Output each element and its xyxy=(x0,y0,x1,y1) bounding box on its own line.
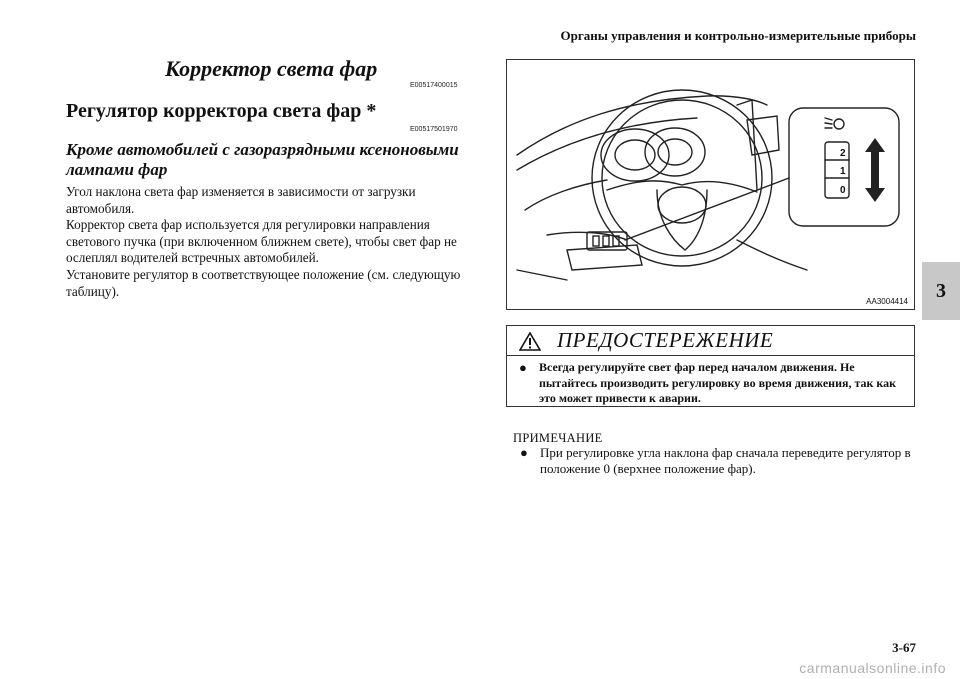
bullet: ● xyxy=(520,445,528,460)
warning-header xyxy=(507,326,914,356)
watermark: carmanualsonline.info xyxy=(799,660,946,676)
paragraph: Установите регулятор в соответствующее положение (см. следующую таблицу). xyxy=(66,266,461,299)
note-label: ПРИМЕЧАНИЕ xyxy=(513,431,603,445)
paragraph: Угол наклона света фар изменяется в зависимости от загрузки автомобиля. xyxy=(66,184,416,216)
dial-label: 2 xyxy=(840,148,846,159)
warning-triangle-icon xyxy=(519,332,541,351)
page-number: 3-67 xyxy=(892,640,916,655)
warning-text: Всегда регулируйте свет фар перед началом движения. Не пытайтесь производить регулировку во время движения, так как это может привести к аварии. xyxy=(539,360,897,405)
section-code: E00517400015 xyxy=(410,82,458,89)
warning-box xyxy=(506,325,915,407)
dial-label: 1 xyxy=(840,166,846,177)
subheading: Кроме автомобилей с газоразрядными ксеноновыми лампами фар xyxy=(66,140,459,179)
note-body xyxy=(520,445,915,477)
page-header-title: Органы управления и контрольно-измерительные приборы xyxy=(560,28,916,43)
dashboard-illustration xyxy=(506,59,915,310)
note-text: При регулировке угла наклона фар сначала переведите регулятор в положение 0 (верхнее положение фар). xyxy=(540,445,911,476)
chapter-tab: 3 xyxy=(922,262,960,320)
dial-label: 0 xyxy=(840,185,846,196)
section-title: Корректор света фар xyxy=(165,56,378,81)
warning-title: ПРЕДОСТЕРЕЖЕНИЕ xyxy=(557,328,774,352)
warning-body xyxy=(519,360,904,407)
body-text xyxy=(66,184,486,300)
subsection-title: Регулятор корректора света фар * xyxy=(66,100,377,122)
subsection-code: E00517501970 xyxy=(410,126,458,133)
paragraph: Корректор света фар используется для регулировки направления светового пучка (при включенном ближнем свете), чтобы свет фар не ослеплял водителей встречных автомобилей. xyxy=(66,217,457,266)
bullet: ● xyxy=(519,360,527,375)
dashboard-drawing xyxy=(507,60,914,309)
figure-code: AA3004414 xyxy=(866,297,908,306)
double-arrow-icon xyxy=(865,138,885,202)
